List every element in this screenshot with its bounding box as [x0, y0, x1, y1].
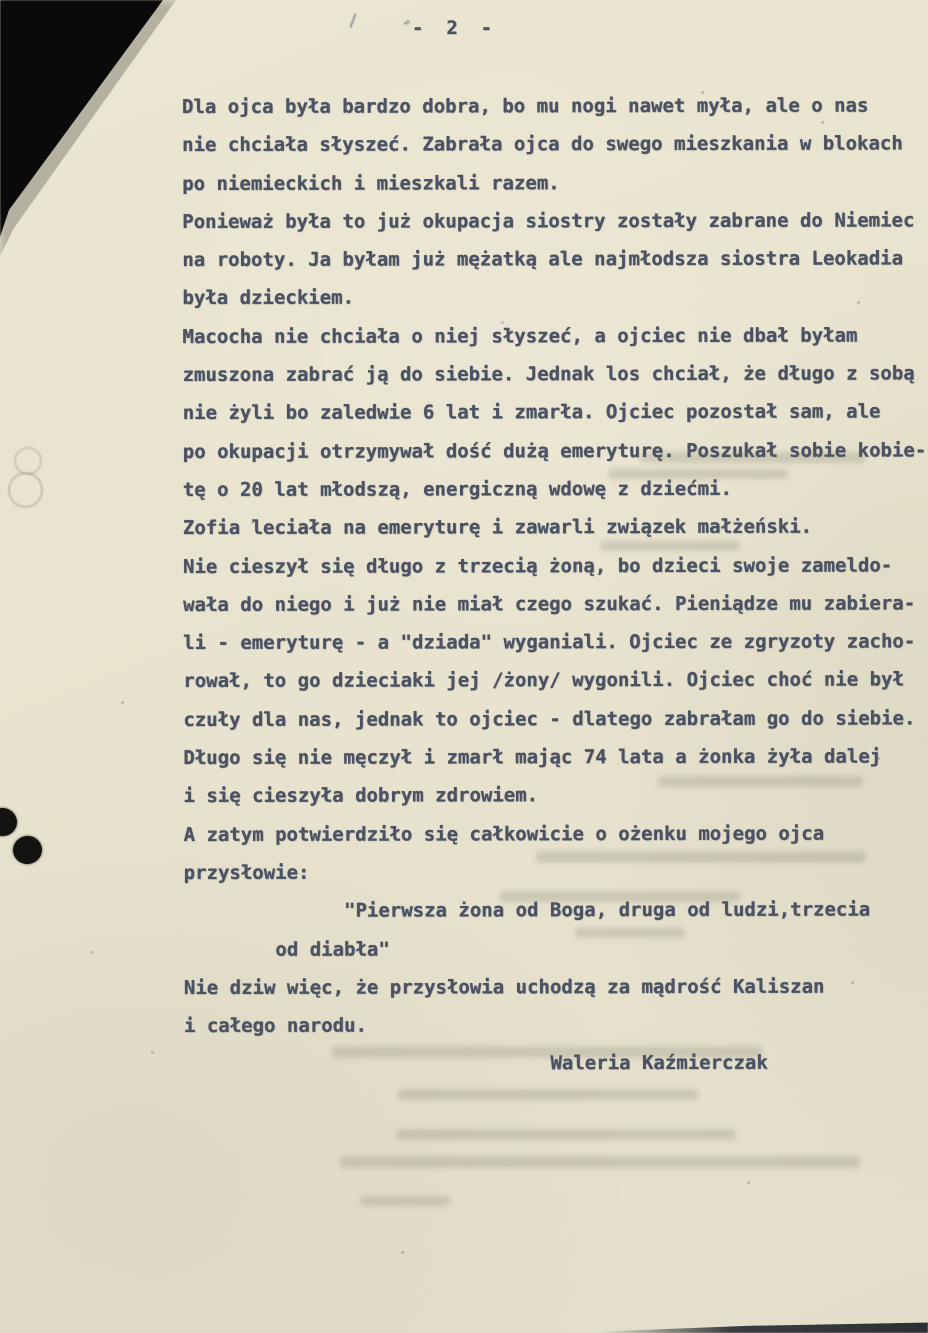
- bleed-through-smudge: [360, 1196, 450, 1206]
- typed-line: tę o 20 lat młodszą, energiczną wdowę z dziećmi.: [182, 477, 732, 501]
- typed-line: li - emeryturę - a "dziada" wyganiali. Ojciec ze zgryzoty zacho-: [183, 630, 916, 655]
- bleed-through-smudge: [398, 1089, 698, 1100]
- proverb-quote-line: "Pierwsza żona od Boga, druga od ludzi,trzecia: [343, 898, 871, 922]
- typed-line: po niemieckich i mieszkali razem.: [182, 171, 560, 195]
- typed-line: Dla ojca była bardzo dobra, bo mu nogi nawet myła, ale o nas: [182, 94, 869, 118]
- typed-line: czuły dla nas, jednak to ojciec - dlatego zabrałam go do siebie.: [183, 707, 916, 731]
- typed-line: Długo się nie męczył i zmarł mając 74 lata a żonka żyła dalej: [183, 745, 882, 770]
- paper-specks: [0, 0, 1, 1]
- signature-line: Waleria Kaźmierczak: [550, 1052, 768, 1075]
- typed-line: nie chciała słyszeć. Zabrała ojca do swego mieszkania w blokach: [182, 132, 903, 157]
- typed-line: Zofia leciała na emeryturę i zawarli związek małżeński.: [182, 515, 813, 540]
- bleed-through-smudge: [396, 1129, 736, 1140]
- typed-line: przysłowie:: [183, 861, 310, 884]
- typed-line: zmuszona zabrać ją do siebie. Jednak los chciał, że długo z sobą: [182, 362, 915, 387]
- page-number: - 2 -: [412, 17, 493, 39]
- typed-line: była dzieckiem.: [182, 287, 355, 310]
- typed-line: Nie dziw więc, że przysłowia uchodzą za mądrość Kaliszan: [183, 975, 825, 999]
- typed-line: po okupacji otrzymywał dość dużą emeryturę. Poszukał sobie kobie-: [182, 439, 927, 463]
- typed-line: i całego narodu.: [183, 1014, 368, 1038]
- typed-line: Ponieważ była to już okupacja siostry zostały zabrane do Niemiec: [182, 209, 915, 233]
- typed-line: Macocha nie chciała o niej słyszeć, a ojciec nie dbał byłam: [182, 324, 858, 348]
- typed-line: i się cieszyła dobrym zdrowiem.: [183, 784, 539, 808]
- emboss-ring-artifact: [14, 447, 42, 475]
- scan-edge-artifact: [598, 1322, 928, 1333]
- typed-line: rował, to go dzieciaki jej /żony/ wygonili. Ojciec choć nie był: [183, 668, 904, 693]
- typed-line: nie żyli bo zaledwie 6 lat i zmarła. Ojciec pozostał sam, ale: [182, 400, 881, 425]
- ink-blot-bottom: [11, 834, 44, 866]
- typed-text-block: [182, 86, 927, 1083]
- bleed-through-smudge: [340, 1156, 860, 1168]
- stray-mark: [349, 13, 356, 28]
- typed-line: Nie cieszył się długo z trzecią żoną, bo dzieci swoje zameldo-: [182, 554, 893, 578]
- stray-mark: [404, 20, 411, 25]
- typed-line: na roboty. Ja byłam już mężatką ale najmłodsza siostra Leokadia: [182, 247, 904, 272]
- emboss-ring-artifact: [8, 472, 43, 508]
- scan-corner-black-artifact: [0, 0, 200, 260]
- typed-line: A zatym potwierdziło się całkowicie o ożenku mojego ojca: [183, 822, 825, 846]
- typed-line: wała do niego i już nie miał czego szukać. Pieniądze mu zabiera-: [183, 592, 916, 616]
- proverb-quote-line: od diabła": [275, 938, 390, 961]
- ink-blot-top: [0, 805, 20, 838]
